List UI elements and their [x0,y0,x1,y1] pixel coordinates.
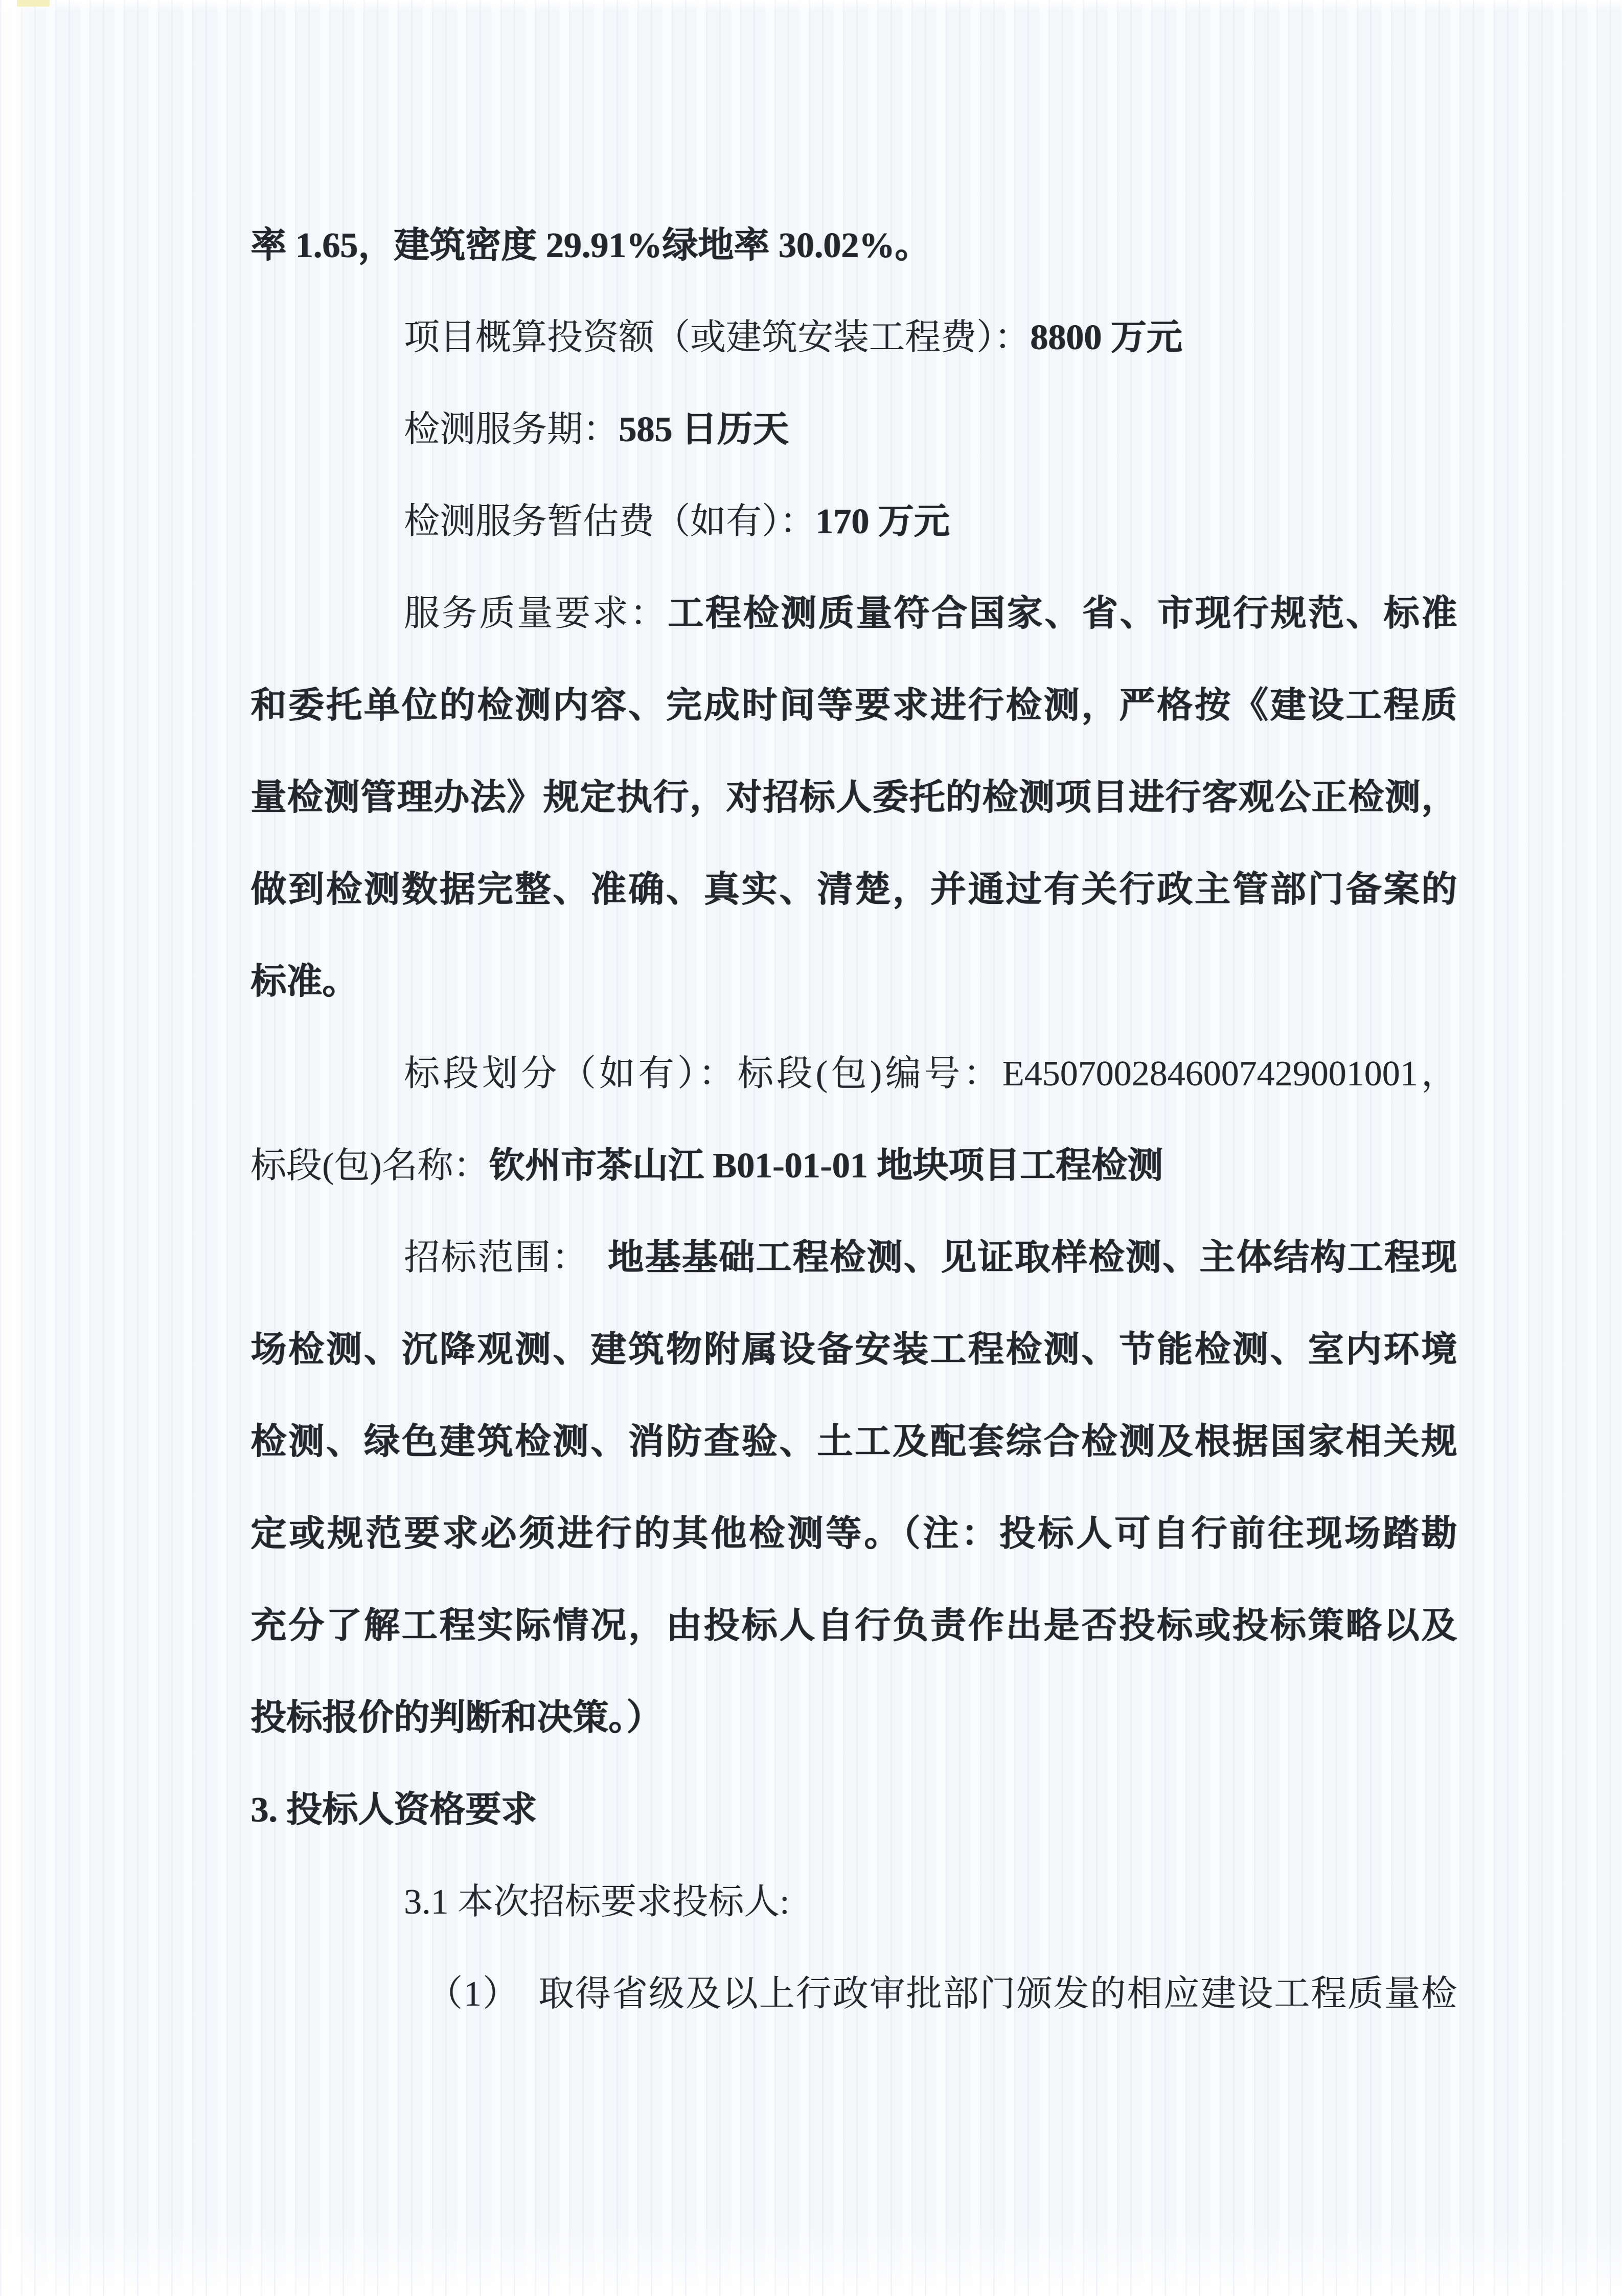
text-segment: 检测服务期： [404,410,619,449]
text-line [250,1948,1457,2040]
text-segment: 标段(包)名称： [250,1146,489,1186]
text-line [250,1028,1457,1120]
text-segment: 8800 万元 [1030,318,1182,357]
text-line [250,384,1457,476]
text-line [250,844,1457,936]
text-line [250,1120,1457,1212]
text-line [250,1856,1457,1948]
text-line [250,1764,1457,1856]
text-segment: 项目概算投资额（或建筑安装工程费）： [404,318,1030,357]
text-segment: 服务质量要求： [404,594,668,633]
text-segment: 检测、绿色建筑检测、消防查验、土工及配套综合检测及根据国家相关规 [250,1422,1457,1462]
text-line [250,660,1457,752]
text-segment: 和委托单位的检测内容、完成时间等要求进行检测，严格按《建设工程质 [250,686,1457,725]
text-segment: 标准。 [250,962,358,1002]
text-segment: 585 日历天 [619,410,789,449]
text-segment: 钦州市茶山江 B01-01-01 地块项目工程检测 [489,1146,1163,1186]
text-segment: 定或规范要求必须进行的其他检测等。（注：投标人可自行前往现场踏勘 [250,1514,1457,1554]
scan-artifact-mark [17,0,50,7]
text-segment: 地基基础工程检测、见证取样检测、主体结构工程现 [570,1238,1457,1278]
text-segment: 3. 投标人资格要求 [250,1790,537,1830]
text-segment: 170 万元 [815,502,950,541]
text-line [250,476,1457,568]
text-segment: 量检测管理办法》规定执行，对招标人委托的检测项目进行客观公正检测， [250,778,1457,817]
text-line [250,752,1457,844]
text-line [250,1212,1457,1304]
text-line [250,200,1457,292]
text-line [250,936,1457,1028]
text-segment: 充分了解工程实际情况，由投标人自行负责作出是否投标或投标策略以及 [250,1606,1457,1646]
text-segment: （1） 取得省级及以上行政审批部门颁发的相应建设工程质量检 [427,1974,1457,2014]
text-segment: 投标报价的判断和决策。） [250,1698,662,1738]
text-line [250,292,1457,384]
text-segment: 率 1.65，建筑密度 29.91%绿地率 30.02%。 [250,226,930,265]
text-segment: 工程检测质量符合国家、省、市现行规范、标准 [667,594,1457,633]
text-line [250,1672,1457,1764]
text-segment: 检测服务暂估费（如有）： [404,502,815,541]
document-body [250,200,1457,2040]
text-segment: 标段划分（如有）：标段(包)编号：E4507002846007429001001， [404,1054,1457,1094]
text-line [250,1488,1457,1580]
text-segment: 做到检测数据完整、准确、真实、清楚，并通过有关行政主管部门备案的 [250,870,1457,910]
text-line [250,1304,1457,1396]
text-line [250,568,1457,660]
text-line [250,1396,1457,1488]
text-segment: 场检测、沉降观测、建筑物附属设备安装工程检测、节能检测、室内环境 [250,1330,1457,1370]
text-line [250,1580,1457,1672]
text-segment: 招标范围： [404,1238,571,1278]
text-segment: 3.1 本次招标要求投标人: [404,1882,790,1922]
